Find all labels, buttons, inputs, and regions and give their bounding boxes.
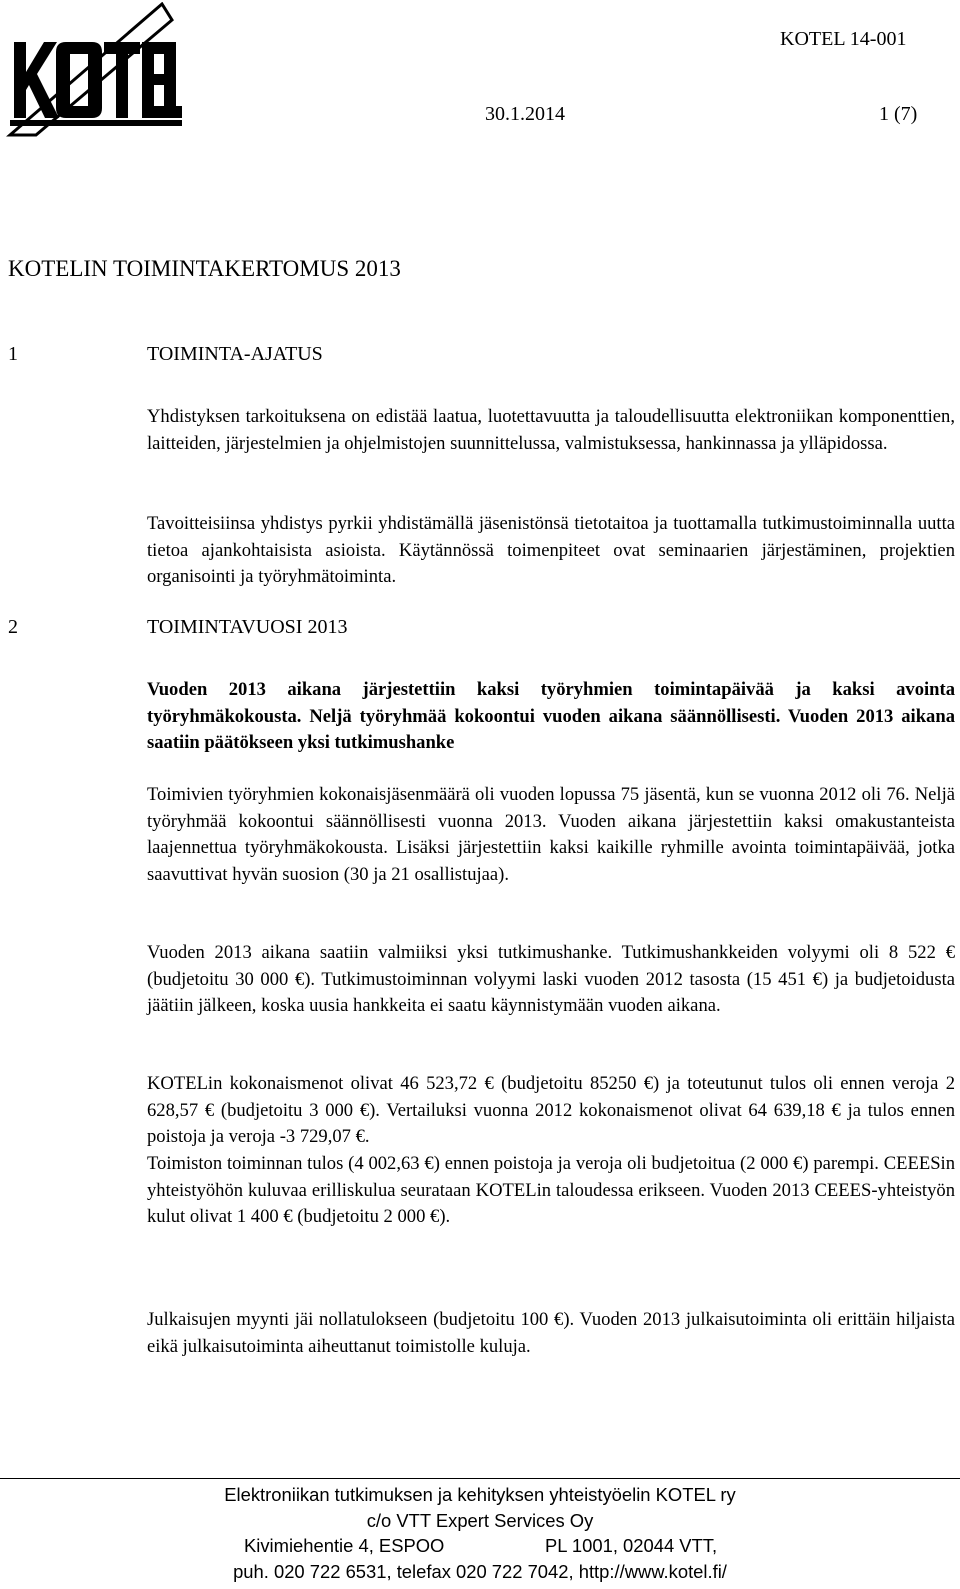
footer-contact: puh. 020 722 6531, telefax 020 722 7042, http://www.kotel.fi/ [233, 1560, 727, 1582]
paragraph-office: Toimiston toiminnan tulos (4 002,63 €) ennen poistoja ja veroja oli budjetoitua (2 000 €) parempi. CEEESin yhteistyöhön kuluvaa erilliskulua seurataan KOTELin taloudessa erikseen. Vuoden 2013 CEEES-yhteistyön kulut olivat 1 400 € (budjetoitu 2 000 €). [147, 1153, 955, 1227]
paragraph-summary: Vuoden 2013 aikana järjestettiin kaksi työryhmien toimintapäivää ja kaksi avointa työryhmäkokousta. Neljä työryhmää kokoontui vuoden aikana säännöllisesti. Vuoden 2013 aikana saatiin päätökseen yksi tutkimushanke [147, 679, 955, 753]
paragraph-research: Vuoden 2013 aikana saatiin valmiiksi yksi tutkimushanke. Tutkimushankkeiden volyymi oli 8 522 € (budjetoitu 30 000 €). Tutkimustoiminnan volyymi laski vuoden 2012 tasosta (15 451 €) ja budjetoidusta jäätiin jälkeen, koska uusia hankkeita ei saatu käynnistymään vuoden aikana. [147, 942, 955, 1016]
document-date: 30.1.2014 [485, 103, 565, 125]
footer-divider [0, 1478, 960, 1479]
paragraph-members: Toimivien työryhmien kokonaisjäsenmäärä oli vuoden lopussa 75 jäsentä, kun se vuonna 2012 oli 76. Neljä työryhmää kokoontui säännöllisesti vuonna 2013. Vuoden aikana järjestettiin kaksi omakustanteista laajennettua työryhmäkokousta. Lisäksi järjestettiin kaksi kaikille ryhmille avointa toimintapäivää, jotka saavuttivat hyvän suosion (30 ja 21 osallistujaa). [147, 784, 955, 885]
kotel-logo [6, 2, 182, 138]
document-title: KOTELIN TOIMINTAKERTOMUS 2013 [8, 256, 401, 281]
footer-po-box: PL 1001, 02044 VTT, [545, 1535, 718, 1556]
document-code: KOTEL 14-001 [780, 28, 907, 50]
section-2-number: 2 [8, 616, 18, 638]
footer-address-row [0, 1533, 960, 1559]
footer-care-of: c/o VTT Expert Services Oy [366, 1509, 594, 1531]
kotel-logo-graphic [6, 2, 182, 138]
page-number: 1 (7) [879, 103, 918, 125]
paragraph-expenses: KOTELin kokonaismenot olivat 46 523,72 € (budjetoitu 85250 €) ja toteutunut tulos oli ennen veroja 2 628,57 € (budjetoitu 3 000 €). Vertailuksi vuonna 2012 kokonaismenot olivat 64 639,18 € ja tulos ennen poistoja ja veroja -3 729,07 €. [147, 1073, 955, 1147]
footer-organization: Elektroniikan tutkimuksen ja kehityksen yhteistyöelin KOTEL ry [224, 1484, 736, 1505]
footer [0, 1482, 960, 1584]
section-2-title: TOIMINTAVUOSI 2013 [147, 616, 348, 638]
section-1-number: 1 [8, 343, 18, 365]
paragraph-goals: Tavoitteisiinsa yhdistys pyrkii yhdistämällä jäsenistönsä tietotaitoa ja tuottamalla tutkimustoiminnalla uutta tietoa ajankohtaisista asioista. Käytännössä toimenpiteet ovat seminaarien järjestäminen, projektien organisointi ja työryhmätoiminta. [147, 513, 955, 587]
footer-street: Kivimiehentie 4, ESPOO [244, 1535, 445, 1556]
paragraph-publications: Julkaisujen myynti jäi nollatulokseen (budjetoitu 100 €). Vuoden 2013 julkaisutoiminta oli erittäin hiljaista eikä julkaisutoiminta aiheuttanut toimistolle kuluja. [147, 1309, 955, 1357]
section-1-title: TOIMINTA-AJATUS [147, 343, 323, 365]
paragraph-purpose: Yhdistyksen tarkoituksena on edistää laatua, luotettavuutta ja taloudellisuutta elektroniikan komponenttien, laitteiden, järjestelmien ja ohjelmistojen suunnittelussa, valmistuksessa, hankinnassa ja ylläpidossa. [147, 406, 955, 454]
